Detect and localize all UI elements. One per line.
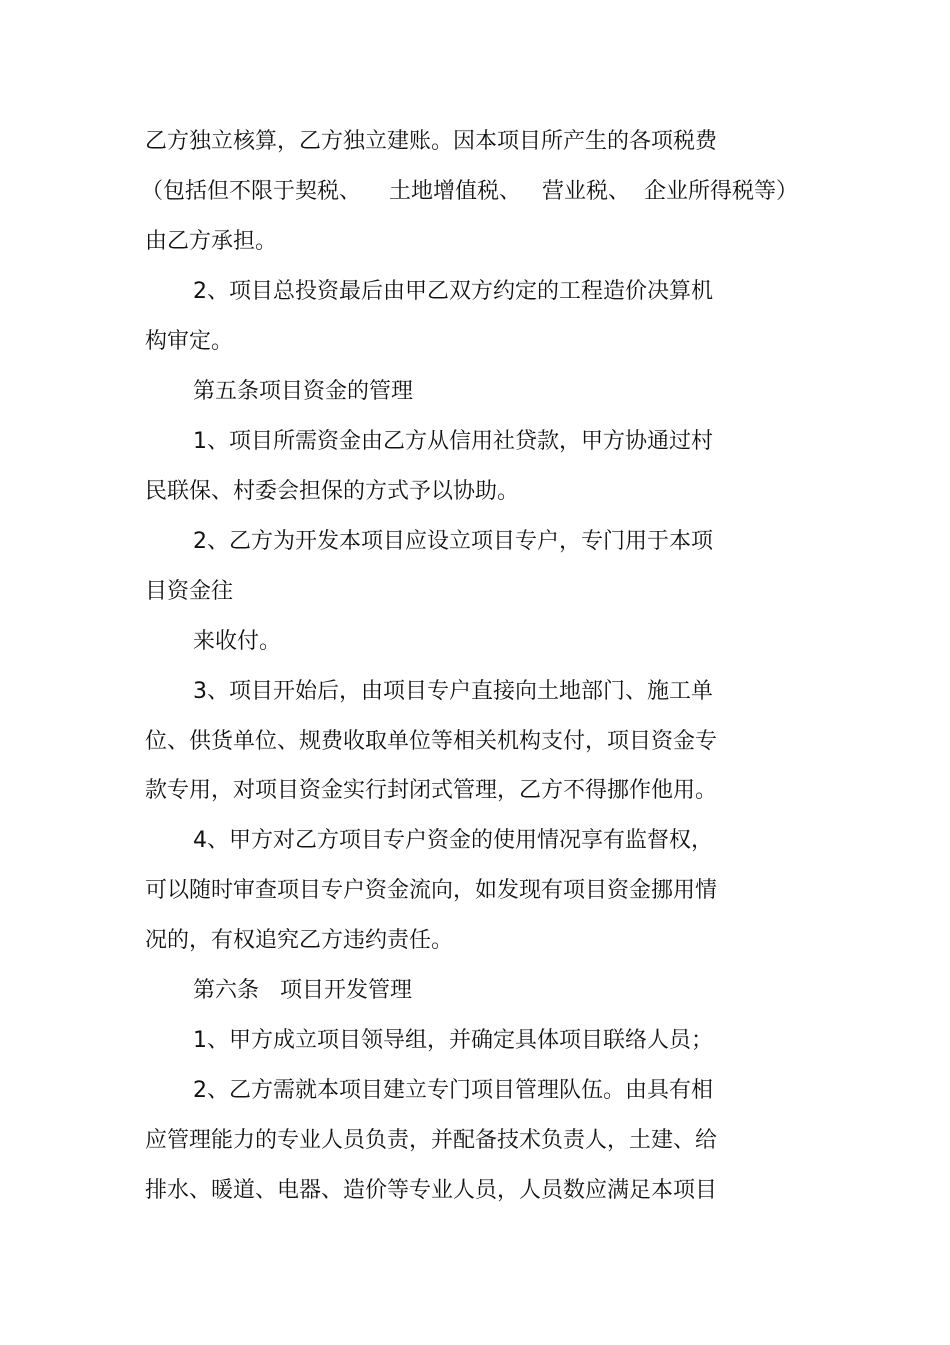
text-line: 款专用，对项目资金实行封闭式管理，乙方不得挪作他用。	[145, 778, 718, 803]
text-line: 况的，有权追究乙方违约责任。	[145, 928, 454, 953]
text-line: 应管理能力的专业人员负责，并配备技术负责人，土建、给	[145, 1128, 718, 1153]
text-line: 排水、暖道、电器、造价等专业人员，人员数应满足本项目	[145, 1178, 718, 1203]
text-line: 2、项目总投资最后由甲乙双方约定的工程造价决算机	[193, 279, 713, 304]
text-line: 乙方独立核算，乙方独立建账。因本项目所产生的各项税费	[145, 129, 718, 154]
text-line: 来收付。	[193, 629, 282, 654]
text-line: 民联保、村委会担保的方式予以协助。	[145, 479, 520, 504]
text-line: 位、供货单位、规费收取单位等相关机构支付，项目资金专	[145, 729, 718, 754]
text-line: 由乙方承担。	[145, 229, 278, 254]
text-line: （包括但不限于契税、 土地增值税、 营业税、 企业所得税等）	[141, 179, 798, 204]
text-line: 可以随时审查项目专户资金流向，如发现有项目资金挪用情	[145, 878, 718, 903]
text-line: 3、项目开始后，由项目专户直接向土地部门、施工单	[193, 679, 713, 704]
text-line: 1、甲方成立项目领导组，并确定具体项目联络人员；	[193, 1028, 713, 1053]
text-line: 构审定。	[145, 329, 234, 354]
text-line: 2、乙方为开发本项目应设立项目专户，专门用于本项	[193, 529, 713, 554]
text-line: 2、乙方需就本项目建立专门项目管理队伍。由具有相	[193, 1078, 713, 1103]
text-line: 1、项目所需资金由乙方从信用社贷款，甲方协通过村	[193, 429, 713, 454]
section-heading: 第五条项目资金的管理	[193, 379, 414, 404]
text-line: 目资金往	[145, 579, 234, 604]
section-heading: 第六条 项目开发管理	[193, 978, 412, 1003]
text-line: 4、甲方对乙方项目专户资金的使用情况享有监督权，	[193, 828, 713, 853]
